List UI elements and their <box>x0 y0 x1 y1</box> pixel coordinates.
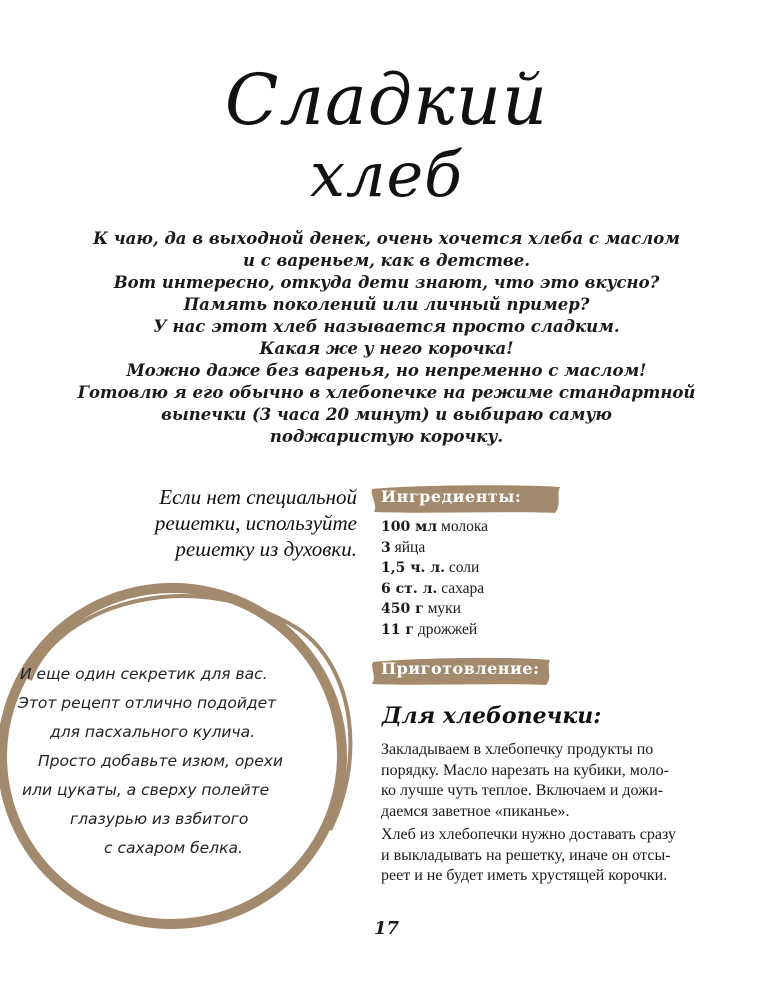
intro-line: К чаю, да в выходной денек, очень хочется хлеба с маслом <box>93 229 680 248</box>
paragraph-line: даемся заветное «пиканье». <box>381 802 570 820</box>
paragraph-line: ко лучше чуть теплое. Включаем и дожи- <box>381 782 664 799</box>
intro-line: и с вареньем, как в детстве. <box>242 251 531 270</box>
ingredient-name: яйца <box>394 538 426 556</box>
ingredient-name: муки <box>427 600 461 617</box>
ingredient-qty: 1,5 ч. л. <box>381 560 445 576</box>
ingredient-qty: 450 г <box>381 601 424 617</box>
note-line: Просто добавьте изюм, орехи <box>38 752 283 770</box>
ingredient-name: дрожжей <box>417 620 478 638</box>
list-item <box>381 558 488 579</box>
intro-line: выпечки (3 часа 20 минут) и выбираю самую <box>161 405 612 424</box>
page-number: 17 <box>373 918 400 939</box>
tip-text <box>97 484 357 562</box>
tip-line: Если нет специальной <box>159 485 357 509</box>
paragraph-line: реет и не будет иметь хрустящей корочки. <box>381 867 668 884</box>
ingredient-qty: 100 мл <box>381 519 438 535</box>
ingredient-qty: 3 <box>381 539 391 556</box>
paragraph-line: порядку. Масло нарезать на кубики, моло- <box>381 761 669 779</box>
ingredients-heading: Ингредиенты: <box>381 487 522 506</box>
intro-line: поджаристую корочку. <box>269 427 504 446</box>
ingredient-name: молока <box>441 518 489 535</box>
note-line: или цукаты, а сверху полейте <box>22 781 270 799</box>
intro-text <box>60 228 713 448</box>
note-line: для пасхального кулича. <box>50 723 256 741</box>
ingredient-name: сахара <box>441 579 485 597</box>
note-line: И еще один секретик для вас. <box>20 665 268 683</box>
intro-line: У нас этот хлеб называется просто сладким. <box>153 317 620 336</box>
intro-line: Вот интересно, откуда дети знают, что это вкусно? <box>113 273 660 292</box>
ingredient-qty: 6 ст. л. <box>381 580 438 597</box>
ingredient-qty: 11 г <box>381 621 414 638</box>
preparation-subheading: Для хлебопечки: <box>382 703 602 729</box>
list-item <box>381 599 488 620</box>
intro-line: Готовлю я его обычно в хлебопечке на режиме стандартной <box>77 383 696 402</box>
list-item <box>381 579 488 600</box>
list-item <box>381 517 488 538</box>
ingredients-list <box>381 517 488 640</box>
note-line: с сахаром белка. <box>104 839 243 857</box>
paragraph-line: Хлеб из хлебопечки нужно доставать сразу <box>381 826 676 843</box>
intro-line: Можно даже без варенья, но непременно с маслом! <box>126 361 647 380</box>
intro-line: Память поколений или личный пример? <box>183 295 590 314</box>
ingredient-name: соли <box>448 559 480 576</box>
list-item <box>381 620 488 641</box>
note-line: глазурью из взбитого <box>70 810 249 828</box>
note-line: Этот рецепт отлично подойдет <box>18 694 277 712</box>
page-title-line1: Сладкий <box>224 59 549 141</box>
paragraph-line: Закладываем в хлебопечку продукты по <box>381 741 654 758</box>
intro-line: Какая же у него корочка! <box>259 339 514 358</box>
handwritten-note <box>14 660 334 863</box>
tip-line: решетки, используйте <box>154 511 357 535</box>
page-title-line2: хлеб <box>310 138 463 211</box>
tip-line: решетку из духовки. <box>175 537 357 561</box>
paragraph-line: и выкладывать на решетку, иначе он отсы- <box>381 846 671 864</box>
preparation-heading: Приготовление: <box>381 659 540 678</box>
preparation-paragraph-2 <box>381 825 711 887</box>
list-item <box>381 538 488 559</box>
preparation-paragraph-1 <box>381 740 711 822</box>
